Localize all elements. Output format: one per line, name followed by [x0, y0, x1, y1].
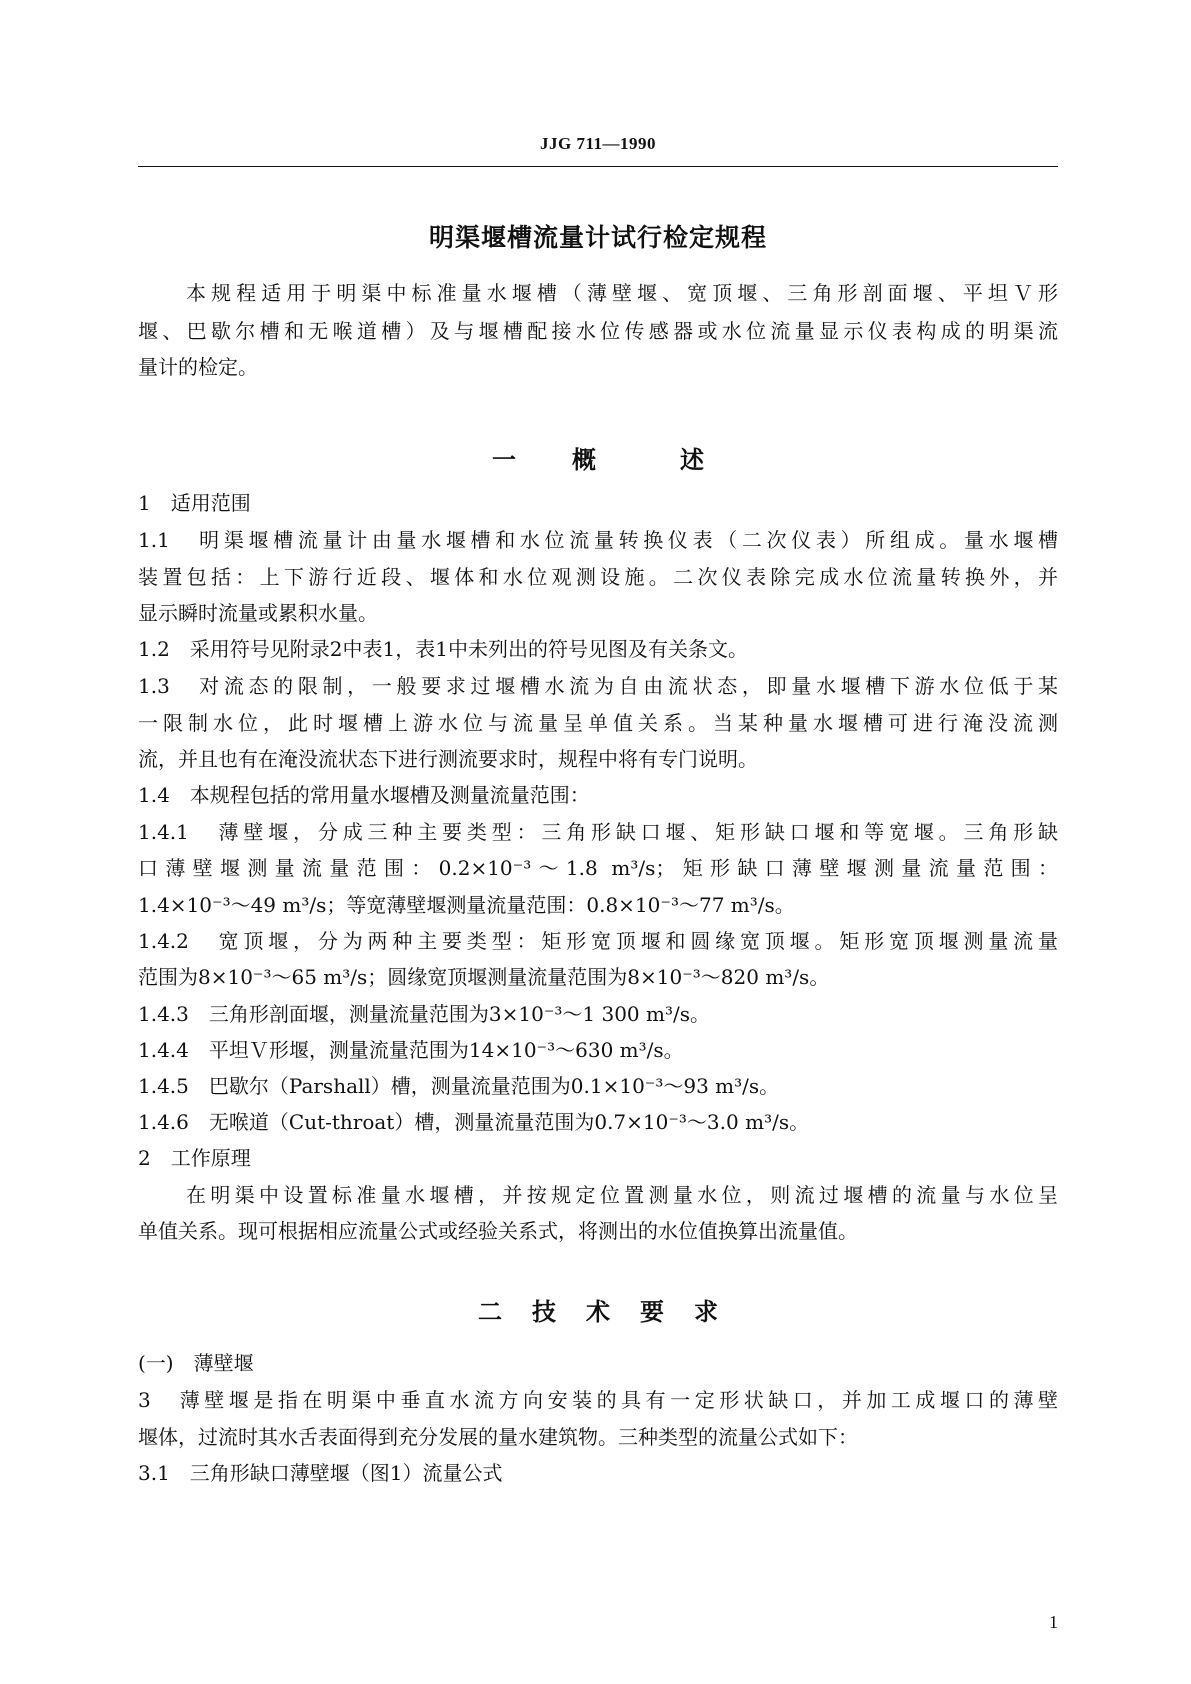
section-char: 技 [532, 1298, 556, 1326]
subheading-thin-plate-weir: (一) 薄壁堰 [138, 1351, 254, 1375]
heading-scope: 1 适用范围 [138, 491, 251, 515]
header-rule [138, 166, 1058, 167]
section-heading-technical-requirements [138, 1292, 1058, 1327]
intro-line-2: 堰、巴歇尔槽和无喉道槽）及与堰槽配接水位传感器或水位流量显示仪表构成的明渠流 [138, 319, 1058, 343]
page-number: 1 [1049, 1612, 1058, 1632]
section-number: 二 [478, 1298, 502, 1326]
para-1-3-line-3: 流，并且也有在淹没流状态下进行测流要求时，规程中将有专门说明。 [138, 747, 758, 771]
para-1-3-line-1: 1.3 对流态的限制，一般要求过堰槽水流为自由流状态，即量水堰槽下游水位低于某 [138, 674, 1058, 698]
para-3-1: 3.1 三角形缺口薄壁堰（图1）流量公式 [138, 1461, 503, 1485]
para-1-4-4: 1.4.4 平坦Ｖ形堰，测量流量范围为14×10⁻³～630 m³/s。 [138, 1038, 684, 1062]
para-1-4-3: 1.4.3 三角形剖面堰，测量流量范围为3×10⁻³～1 300 m³/s。 [138, 1002, 710, 1026]
section-char: 术 [586, 1298, 610, 1326]
para-1-1-line-3: 显示瞬时流量或累积水量。 [138, 601, 378, 625]
section-char: 要 [640, 1298, 664, 1326]
para-2-line-2: 单值关系。现可根据相应流量公式或经验关系式，将测出的水位值换算出流量值。 [138, 1219, 858, 1243]
intro-line-3: 量计的检定。 [138, 355, 258, 379]
para-1-3-line-2: 一限制水位，此时堰槽上游水位与流量呈单值关系。当某种量水堰槽可进行淹没流测 [138, 711, 1058, 735]
para-1-4-1-line-3: 1.4×10⁻³～49 m³/s；等宽薄壁堰测量流量范围：0.8×10⁻³～77 m³/s。 [138, 893, 795, 917]
section-number: 一 [492, 446, 516, 474]
document-code-header: JJG 711—1990 [539, 134, 657, 153]
para-1-4-2-line-2: 范围为8×10⁻³～65 m³/s；圆缘宽顶堰测量流量范围为8×10⁻³～820 m³/s。 [138, 965, 830, 989]
section-char: 求 [694, 1298, 718, 1326]
section-char: 述 [680, 446, 704, 474]
para-1-1-line-2: 装置包括：上下游行近段、堰体和水位观测设施。二次仪表除完成水位流量转换外，并 [138, 565, 1058, 589]
heading-principle: 2 工作原理 [138, 1146, 251, 1170]
para-3-line-2: 堰体，过流时其水舌表面得到充分发展的量水建筑物。三种类型的流量公式如下： [138, 1425, 858, 1449]
para-1-4-1-line-1: 1.4.1 薄壁堰，分成三种主要类型：三角形缺口堰、矩形缺口堰和等宽堰。三角形缺 [138, 820, 1058, 844]
intro-line-1: 本规程适用于明渠中标准量水堰槽（薄壁堰、宽顶堰、三角形剖面堰、平坦Ｖ形 [186, 281, 1058, 305]
section-char: 概 [572, 446, 596, 474]
para-1-4-2-line-1: 1.4.2 宽顶堰，分为两种主要类型：矩形宽顶堰和圆缘宽顶堰。矩形宽顶堰测量流量 [138, 929, 1058, 953]
para-2-line-1: 在明渠中设置标准量水堰槽，并按规定位置测量水位，则流过堰槽的流量与水位呈 [186, 1183, 1058, 1207]
para-1-4-5: 1.4.5 巴歇尔（Parshall）槽，测量流量范围为0.1×10⁻³～93 m³/s。 [138, 1074, 780, 1098]
section-heading-overview [138, 440, 1058, 475]
para-1-4: 1.4 本规程包括的常用量水堰槽及测量流量范围： [138, 783, 590, 807]
para-3-line-1: 3 薄壁堰是指在明渠中垂直水流方向安装的具有一定形状缺口，并加工成堰口的薄壁 [138, 1388, 1058, 1412]
para-1-1-line-1: 1.1 明渠堰槽流量计由量水堰槽和水位流量转换仪表（二次仪表）所组成。量水堰槽 [138, 528, 1058, 552]
para-1-4-6: 1.4.6 无喉道（Cut-throat）槽，测量流量范围为0.7×10⁻³～3.0 m³/s。 [138, 1110, 810, 1134]
document-title: 明渠堰槽流量计试行检定规程 [428, 223, 767, 252]
para-1-4-1-line-2: 口薄壁堰测量流量范围：0.2×10⁻³～1.8 m³/s；矩形缺口薄壁堰测量流量范围： [138, 856, 1058, 880]
para-1-2: 1.2 采用符号见附录2中表1，表1中未列出的符号见图及有关条文。 [138, 637, 748, 661]
